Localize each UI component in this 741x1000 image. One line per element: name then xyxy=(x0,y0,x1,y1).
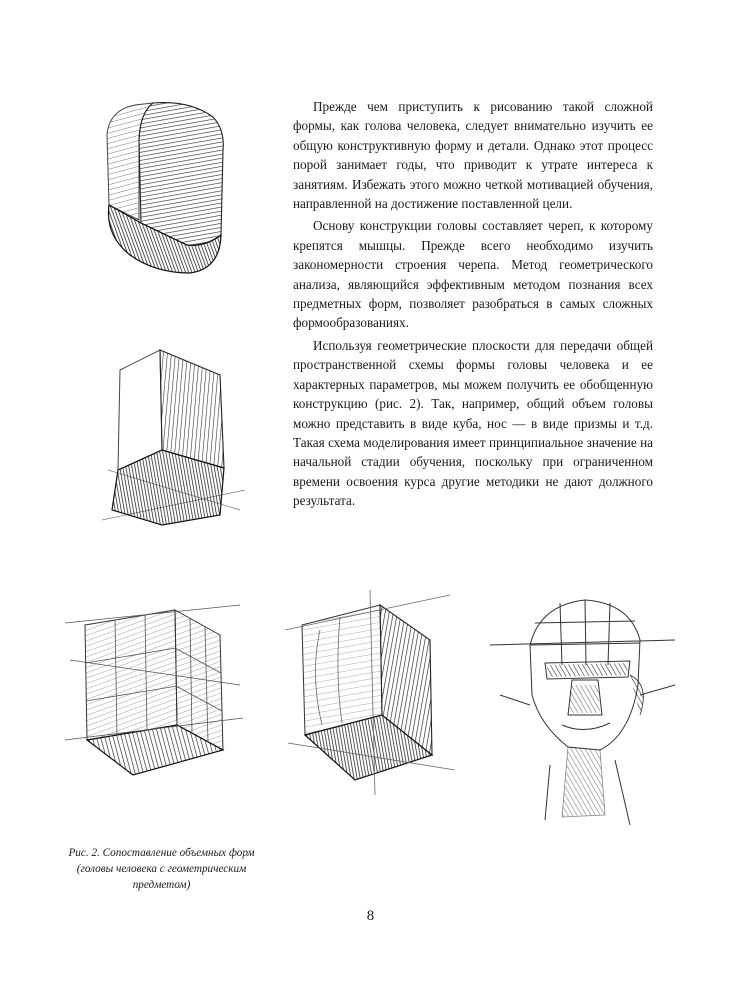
rounded-block-sketch xyxy=(95,95,245,295)
paragraph-3: Используя геометрические плоскости для передачи общей пространственной схемы формы головы человека и ее характерных параметров, мы можем получить ее обобщенную конструкцию (рис. 2). Так, например, общий объем головы можно представить в виде куба, нос — в виде призмы и т.д. Такая схема моделирования имеет принципиальное значение на начальной стадии обучения, поскольку при ограниченном времени освоения курса другие методики не дают должного результата. xyxy=(293,337,653,509)
page-number: 8 xyxy=(366,908,375,924)
paragraph-1: Прежде чем приступить к рисованию такой сложной формы, как голова человека, следует внимательно изучить ее общую конструктивную форму и детали. Однако этот процесс порой занимает годы, что приводит к утрате интереса к занятиям. Избежать этого можно четкой мотивацией обучения, направленной на достижение поставленной цели. xyxy=(293,99,653,212)
paragraph-2: Основу конструкции головы составляет череп, к которому крепятся мышцы. Прежде всего необходимо изучить закономерности строения черепа. Метод геометрического анализа, являющийся эффективным методом познания всех предметных форм, позволяет разобраться в самых сложных формообразованиях. xyxy=(293,218,653,331)
gridded-cube-sketch xyxy=(65,590,245,800)
article-text xyxy=(293,97,653,514)
constructed-head-sketch xyxy=(490,585,680,830)
figure-caption: Рис. 2. Сопоставление объемных форм (головы человека с геометрическим предметом) xyxy=(68,847,255,891)
prism-block-sketch xyxy=(100,340,250,540)
faceted-cube-sketch xyxy=(280,585,460,800)
